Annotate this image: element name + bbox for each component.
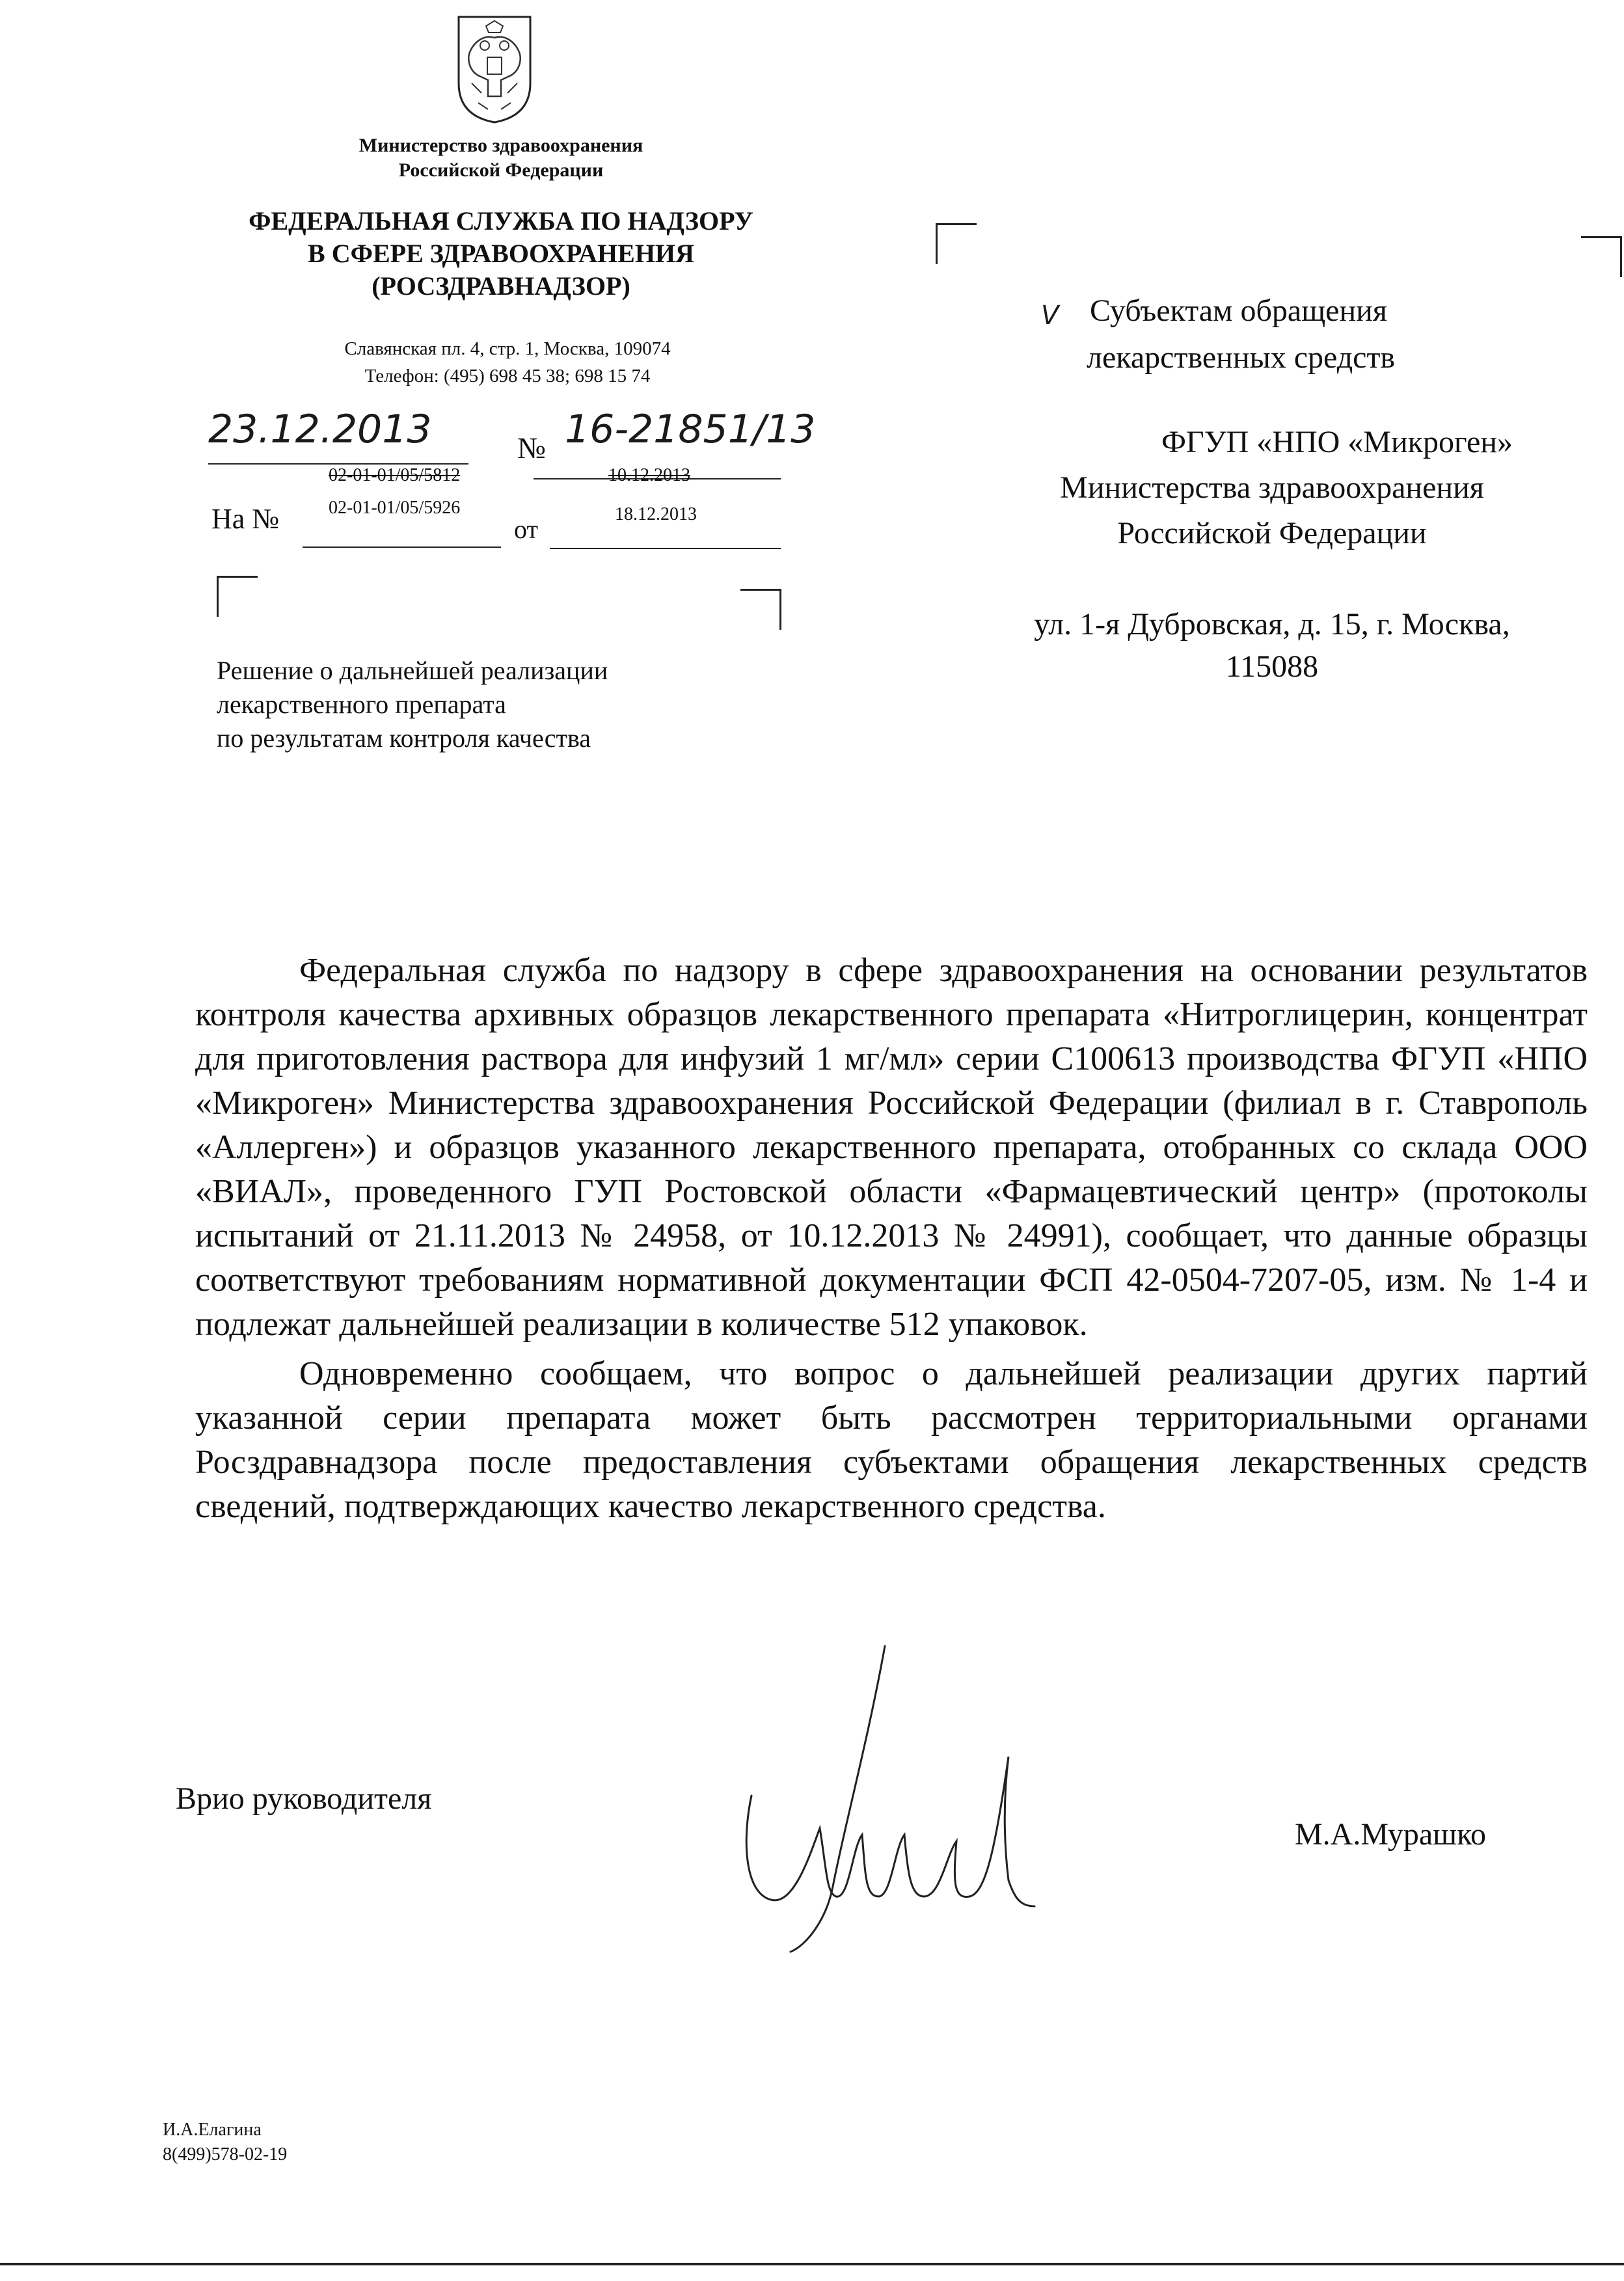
letter-subject	[217, 654, 608, 755]
ref-date-old: 10.12.2013	[608, 465, 690, 485]
from-label: от	[514, 515, 538, 544]
recipient-line-6: ул. 1-я Дубровская, д. 15, г. Москва,	[1034, 607, 1510, 641]
sender-address: Славянская пл. 4, стр. 1, Москва, 109074	[344, 338, 671, 359]
ref-number-underline	[303, 547, 501, 548]
ref-label: На №	[211, 503, 280, 535]
recipient-line-2: лекарственных средств	[1087, 340, 1396, 375]
recipient-line-1: Субъектам обращения	[1090, 293, 1387, 328]
subject-bracket-left	[217, 576, 258, 617]
subject-bracket-right	[740, 589, 781, 630]
executor-info	[163, 2118, 287, 2167]
recipient-line-4: Министерства здравоохранения	[1060, 470, 1484, 505]
recipient-line-5: Российской Федерации	[1117, 516, 1427, 550]
ref-date-underline	[550, 548, 781, 549]
ministry-line-1: Министерство здравоохранения	[359, 135, 643, 156]
ministry-line-2: Российской Федерации	[398, 159, 604, 181]
recipient-bracket-right	[1581, 236, 1622, 277]
body-paragraph-2: Одновременно сообщаем, что вопрос о дальнейшей реализации других партий указанной серии препарата может быть рассмотрен территориальными органами Росздравнадзора после предоставления субъектами обращения лекарственных средств сведений, подтверждающих качество лекарственного средства.	[195, 1355, 1588, 1525]
recipient-line-7: 115088	[1225, 649, 1319, 684]
sender-phone: Телефон: (495) 698 45 38; 698 15 74	[364, 366, 651, 386]
ref-date: 18.12.2013	[615, 504, 697, 524]
subject-line-1: Решение о дальнейшей реализации	[217, 656, 608, 685]
subject-line-3: по результатам контроля качества	[217, 723, 591, 753]
ref-number: 02-01-01/05/5926	[329, 498, 461, 518]
letter-body	[195, 949, 1588, 1529]
number-label: №	[517, 431, 546, 465]
sender-contacts	[247, 335, 768, 390]
service-name	[195, 205, 807, 303]
check-mark: V	[1041, 301, 1059, 331]
handwritten-signature	[729, 1640, 1067, 1978]
outgoing-date: 23.12.2013	[208, 407, 432, 452]
coat-of-arms-icon	[452, 12, 537, 126]
body-paragraph-1: Федеральная служба по надзору в сфере здравоохранения на основании результатов контроля качества архивных образцов лекарственного препарата «Нитроглицерин, концентрат для приготовления раствора для инфузий 1 мг/мл» серии С100613 производства ФГУП «НПО «Микроген» Министерства здравоохранения Российской Федерации (филиал в г. Ставрополь «Аллерген») и образцов указанного лекарственного препарата, отобранных со склада ООО «ВИАЛ», проведенного ГУП Ростовской области «Фармацевтический центр» (протоколы испытаний от 21.11.2013 № 24958, от 10.12.2013 № 24991), сообщает, что данные образцы соответствуют требованиям нормативной документации ФСП 42-0504-7207-05, изм. № 1-4 и подлежат дальнейшей реализации в количестве 512 упаковок.	[195, 952, 1588, 1343]
ministry-name	[247, 133, 755, 183]
service-line-1: ФЕДЕРАЛЬНАЯ СЛУЖБА ПО НАДЗОРУ	[249, 206, 753, 236]
ref-number-old: 02-01-01/05/5812	[329, 465, 461, 485]
service-line-3: (РОСЗДРАВНАДЗОР)	[372, 271, 630, 301]
service-line-2: В СФЕРЕ ЗДРАВООХРАНЕНИЯ	[308, 239, 694, 268]
signer-position: Врио руководителя	[176, 1781, 432, 1816]
executor-phone: 8(499)578-02-19	[163, 2144, 288, 2165]
subject-line-2: лекарственного препарата	[217, 690, 506, 719]
recipient-line-3: ФГУП «НПО «Микроген»	[1161, 425, 1513, 459]
bottom-edge-line	[0, 2263, 1624, 2265]
outgoing-number: 16-21851/13	[565, 407, 816, 452]
recipient-bracket-left	[936, 223, 977, 264]
signer-name: М.А.Мурашко	[1295, 1817, 1486, 1852]
executor-name: И.А.Елагина	[163, 2120, 262, 2140]
